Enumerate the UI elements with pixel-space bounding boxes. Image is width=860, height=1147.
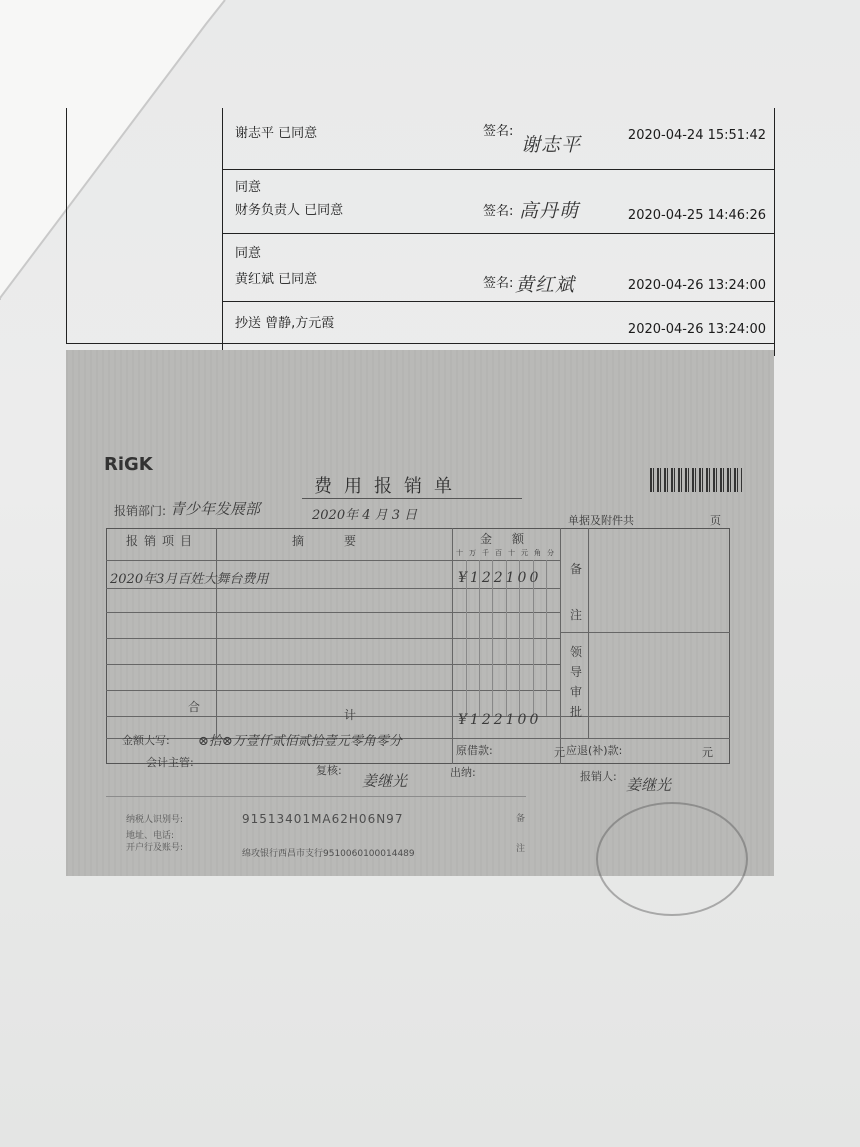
total-label-left: 合 [188, 700, 201, 714]
tax-id-value: 91513401MA62H06N97 [242, 812, 404, 826]
capital-value: ⊗拾⊗万壹仟贰佰贰拾壹元零角零分 [198, 734, 402, 749]
grid-divider [452, 528, 453, 764]
address-label: 地址、电话: [126, 831, 175, 841]
seal-stamp-icon [596, 802, 748, 916]
attachments-label: 单据及附件共 [568, 514, 634, 527]
reviewer-label: 复核: [316, 764, 342, 777]
cc-recipients: 抄送 曾静,方元霞 [235, 316, 335, 331]
line-item-desc: 2020年3月百姓大舞台费用 [110, 572, 269, 587]
form-title: 费用报销单 [314, 476, 464, 497]
cc-timestamp: 2020-04-26 13:24:00 [627, 322, 766, 337]
reviewer-signature: 姜继光 [362, 772, 408, 790]
invoice-line [106, 796, 526, 797]
claimant-signature: 姜继光 [626, 776, 672, 794]
approval-comment: 同意 [235, 246, 262, 261]
bank-label: 开户行及账号: [126, 843, 184, 853]
reimbursement-form-scan [66, 350, 774, 876]
approval-row [222, 234, 775, 302]
approval-status: 财务负责人 已同意 [235, 203, 344, 218]
signature-label: 签名: [483, 276, 514, 291]
approval-row [222, 170, 775, 234]
col-item-header: 报销项目 [126, 534, 199, 548]
handwritten-signature: 黄红斌 [515, 274, 576, 296]
approval-comment: 同意 [235, 180, 262, 195]
side-approve-label: 领导审批 [570, 645, 583, 719]
side-note-label: 备注 [570, 562, 583, 622]
grid-total-line [106, 716, 730, 717]
approval-row [222, 302, 775, 356]
claimant-label: 报销人: [580, 770, 617, 783]
approval-row [222, 108, 775, 170]
refund-unit: 元 [702, 746, 713, 759]
col-amount-header: 金额 [480, 532, 545, 546]
approval-timestamp: 2020-04-24 15:51:42 [627, 128, 766, 143]
handwritten-signature: 谢志平 [521, 134, 582, 156]
accountant-label: 会计主管: [146, 756, 194, 769]
approval-timestamp: 2020-04-26 13:24:00 [627, 278, 766, 293]
col-summary-header: 摘要 [292, 534, 397, 548]
dept-value: 青少年发展部 [170, 500, 261, 518]
total-label-right: 计 [344, 708, 357, 722]
table-left-border [66, 108, 67, 344]
grid-divider [560, 528, 561, 764]
dept-label: 报销部门: [114, 504, 167, 518]
form-date: 2020年 4 月 3 日 [312, 508, 418, 523]
signature-label: 签名: [483, 124, 514, 139]
tax-id-label: 纳税人识别号: [126, 815, 184, 825]
cashier-label: 出纳: [450, 766, 476, 779]
borrowed-unit: 元 [554, 746, 565, 759]
total-amount: ¥122100 [458, 712, 542, 728]
grid-divider [588, 528, 589, 738]
digit-col [546, 560, 547, 716]
refund-label: 应退(补)款: [566, 744, 623, 757]
approval-status: 谢志平 已同意 [235, 126, 318, 141]
approval-log-table [66, 108, 776, 356]
amount-digit-headers: 十万千百十元角分 [456, 549, 560, 557]
side-divider [560, 632, 730, 633]
title-underline [302, 498, 522, 499]
bank-value: 绵攻银行西昌市支行9510060100014489 [242, 849, 415, 859]
borrowed-label: 原借款: [456, 744, 493, 757]
handwritten-signature: 高丹萌 [519, 200, 580, 222]
attachments-unit: 页 [710, 514, 721, 527]
form-grid [106, 528, 730, 764]
barcode-icon [650, 468, 742, 492]
line-item-amount: ¥122100 [458, 570, 542, 586]
approval-status: 黄红斌 已同意 [235, 272, 318, 287]
approval-timestamp: 2020-04-25 14:46:26 [627, 208, 766, 223]
invoice-remark-label: 备注 [516, 814, 526, 854]
capital-label: 金额大写: [122, 734, 170, 747]
signature-label: 签名: [483, 204, 514, 219]
company-logo: RiGK [104, 454, 153, 475]
